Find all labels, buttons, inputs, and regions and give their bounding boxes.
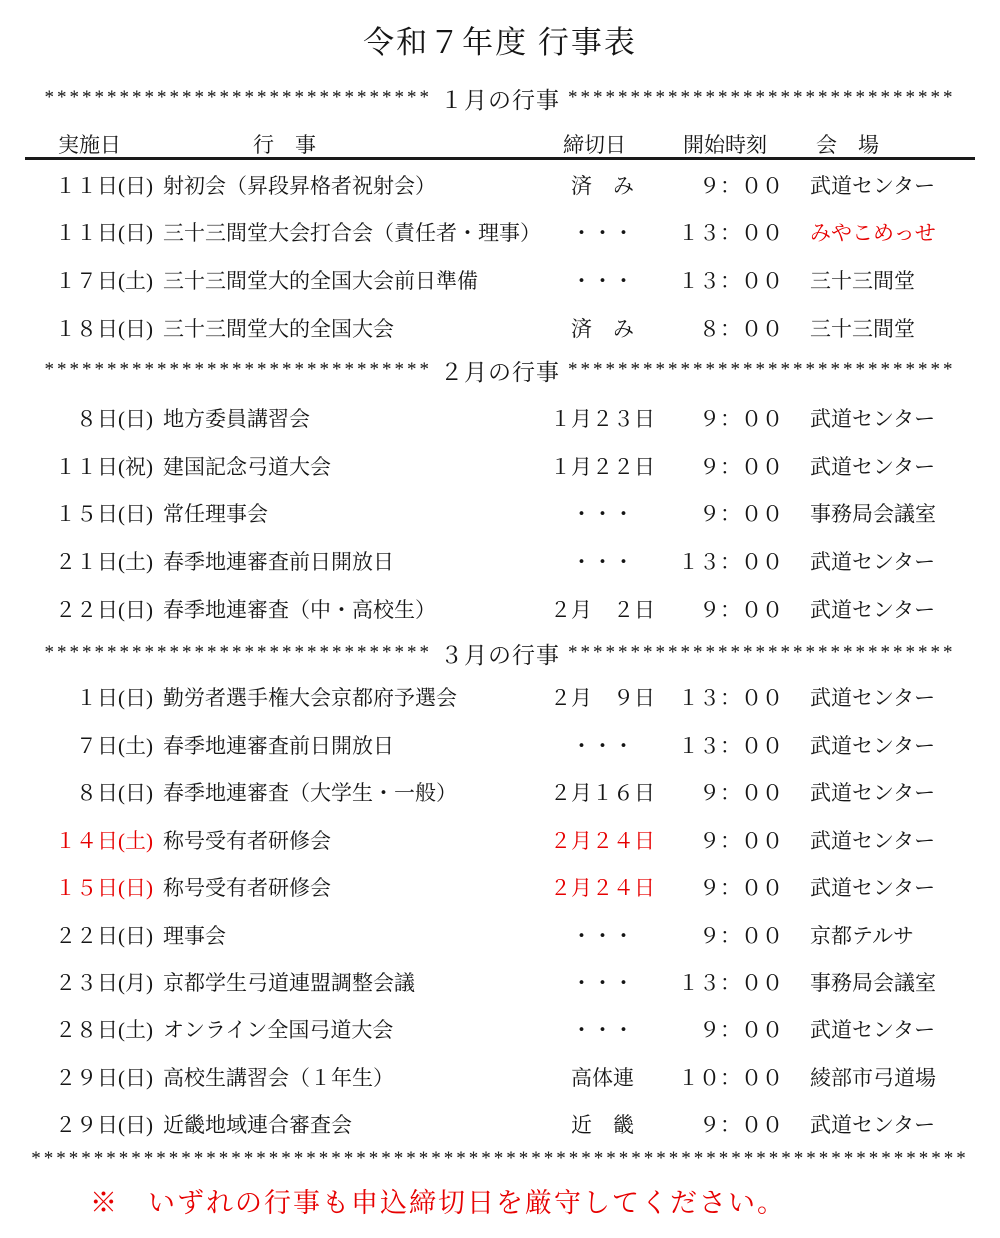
cell-start-time: １３：００ [678,550,783,574]
table-header-row [0,129,1000,157]
section-header-january [0,84,1000,112]
cell-event: オンライン全国弓道大会 [163,1018,394,1042]
cell-event: 理事会 [163,924,226,948]
column-header-deadline: 締切日 [563,133,626,157]
cell-deadline: ２月 ２日 [550,598,655,622]
cell-event: 春季地連審査（中・高校生） [163,598,436,622]
column-header-venue: 会 場 [816,133,879,157]
page-title: 令和７年度 行事表 [363,25,637,60]
cell-venue: みやこめっせ [810,221,936,245]
cell-event: 三十三間堂大会打合会（責任者・理事） [163,221,541,245]
cell-deadline: ２月 ９日 [550,686,655,710]
cell-deadline: ・・・ [571,221,634,245]
cell-start-time: ９：００ [699,1113,783,1137]
cell-event: 三十三間堂大的全国大会 [163,317,394,341]
table-row [0,1018,1000,1042]
cell-start-time: １３：００ [678,269,783,293]
section-header-march [0,639,1000,667]
table-row [0,174,1000,198]
cell-start-time: １３：００ [678,971,783,995]
stars-divider-right: ******************************* [568,87,956,108]
cell-venue: 武道センター [810,174,936,198]
cell-start-time: １０：００ [678,1066,783,1090]
cell-date: ７日(土) [55,734,153,758]
cell-date: １５日(日) [55,876,153,900]
stars-divider-left: ******************************* [44,642,432,663]
cell-venue: 三十三間堂 [810,269,915,293]
table-row [0,1113,1000,1137]
table-row [0,686,1000,710]
cell-venue: 武道センター [810,407,936,431]
cell-start-time: ９：００ [699,407,783,431]
stars-divider-right: ******************************* [568,642,956,663]
section-header-february [0,356,1000,384]
cell-date: ８日(日) [55,407,153,431]
cell-venue: 武道センター [810,455,936,479]
cell-date: ２９日(日) [55,1113,153,1137]
table-row [0,1066,1000,1090]
cell-venue: 事務局会議室 [810,502,936,526]
table-row [0,269,1000,293]
cell-start-time: １３：００ [678,221,783,245]
cell-start-time: ９：００ [699,598,783,622]
cell-start-time: ９：００ [699,781,783,805]
column-header-event: 行 事 [253,133,316,157]
cell-date: ２３日(月) [55,971,153,995]
cell-venue: 武道センター [810,829,936,853]
table-row [0,502,1000,526]
cell-venue: 武道センター [810,734,936,758]
cell-event: 勤労者選手権大会京都府予選会 [163,686,457,710]
cell-date: １４日(土) [55,829,153,853]
cell-deadline: 済 み [571,174,634,198]
cell-event: 春季地連審査（大学生・一般） [163,781,457,805]
cell-venue: 武道センター [810,550,936,574]
cell-venue: 三十三間堂 [810,317,915,341]
cell-date: ２８日(土) [55,1018,153,1042]
cell-start-time: ９：００ [699,1018,783,1042]
table-row [0,455,1000,479]
cell-event: 建国記念弓道大会 [163,455,331,479]
bottom-stars-divider: *************************************************************************** [31,1148,969,1169]
cell-date: ２９日(日) [55,1066,153,1090]
cell-deadline: 近 畿 [571,1113,634,1137]
cell-date: １日(日) [55,686,153,710]
cell-date: １８日(日) [55,317,153,341]
section-label: ３月の行事 [440,642,560,668]
cell-event: 春季地連審査前日開放日 [163,734,394,758]
table-row [0,734,1000,758]
section-label: ２月の行事 [440,359,560,385]
cell-date: ２２日(日) [55,598,153,622]
cell-deadline: ２月２４日 [550,876,655,900]
table-row [0,221,1000,245]
cell-deadline: 済 み [571,317,634,341]
cell-date: １１日(日) [55,221,153,245]
column-header-date: 実施日 [58,133,121,157]
cell-start-time: １３：００ [678,734,783,758]
table-row [0,317,1000,341]
table-row [0,971,1000,995]
cell-deadline: ・・・ [571,1018,634,1042]
cell-date: １１日(日) [55,174,153,198]
cell-date: ８日(日) [55,781,153,805]
cell-deadline: ・・・ [571,734,634,758]
cell-start-time: ８：００ [699,317,783,341]
stars-divider-left: ******************************* [44,359,432,380]
cell-start-time: ９：００ [699,829,783,853]
cell-event: 近畿地域連合審査会 [163,1113,352,1137]
cell-start-time: ９：００ [699,502,783,526]
cell-event: 地方委員講習会 [163,407,310,431]
cell-venue: 武道センター [810,876,936,900]
cell-deadline: ・・・ [571,971,634,995]
cell-event: 射初会（昇段昇格者祝射会） [163,174,436,198]
cell-date: １１日(祝) [55,455,153,479]
cell-date: １５日(日) [55,502,153,526]
table-row [0,598,1000,622]
column-header-start-time: 開始時刻 [683,133,767,157]
cell-start-time: ９：００ [699,455,783,479]
cell-deadline: １月２３日 [550,407,655,431]
cell-venue: 武道センター [810,598,936,622]
cell-deadline: ・・・ [571,550,634,574]
cell-event: 京都学生弓道連盟調整会議 [163,971,415,995]
cell-venue: 武道センター [810,1113,936,1137]
cell-deadline: ・・・ [571,502,634,526]
cell-deadline: ２月１６日 [550,781,655,805]
cell-start-time: ９：００ [699,174,783,198]
cell-event: 称号受有者研修会 [163,829,331,853]
cell-event: 称号受有者研修会 [163,876,331,900]
stars-divider-left: ******************************* [44,87,432,108]
cell-venue: 武道センター [810,781,936,805]
cell-deadline: １月２２日 [550,455,655,479]
table-row [0,924,1000,948]
cell-deadline: 高体連 [571,1066,634,1090]
cell-venue: 綾部市弓道場 [810,1066,936,1090]
table-row [0,550,1000,574]
cell-venue: 事務局会議室 [810,971,936,995]
deadline-warning-note: ※ いずれの行事も申込締切日を厳守してください。 [90,1188,786,1218]
cell-start-time: １３：００ [678,686,783,710]
table-row [0,781,1000,805]
cell-deadline: ・・・ [571,269,634,293]
cell-venue: 京都テルサ [810,924,914,948]
cell-event: 春季地連審査前日開放日 [163,550,394,574]
cell-deadline: ２月２４日 [550,829,655,853]
cell-date: １７日(土) [55,269,153,293]
cell-date: ２２日(日) [55,924,153,948]
header-divider [25,157,975,160]
table-row [0,876,1000,900]
cell-event: 三十三間堂大的全国大会前日準備 [163,269,478,293]
stars-divider-right: ******************************* [568,359,956,380]
cell-event: 高校生講習会（１年生） [163,1066,394,1090]
cell-start-time: ９：００ [699,876,783,900]
table-row [0,829,1000,853]
cell-date: ２１日(土) [55,550,153,574]
cell-event: 常任理事会 [163,502,268,526]
cell-venue: 武道センター [810,1018,936,1042]
cell-deadline: ・・・ [571,924,634,948]
table-row [0,407,1000,431]
cell-venue: 武道センター [810,686,936,710]
section-label: １月の行事 [440,87,560,113]
cell-start-time: ９：００ [699,924,783,948]
